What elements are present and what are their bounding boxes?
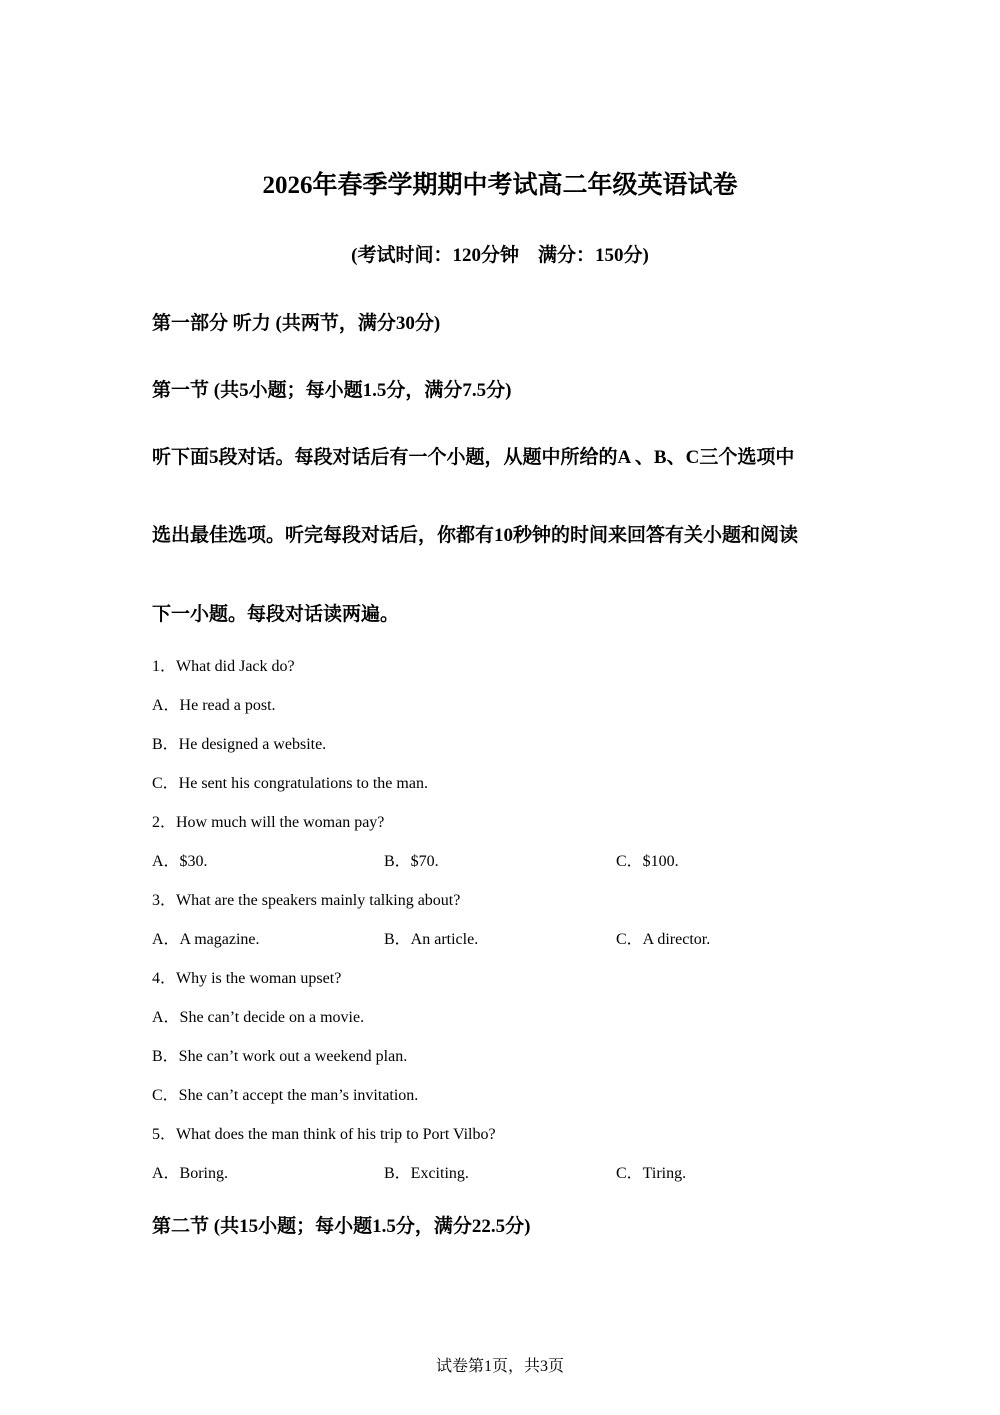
answer-option: B．He designed a website. (152, 736, 327, 753)
question-text: 2．How much will the woman pay? (152, 814, 385, 831)
answer-option: C．$100. (616, 853, 679, 870)
answer-option: A．She can’t decide on a movie. (152, 1009, 365, 1026)
answer-option: A．Boring. (152, 1165, 229, 1182)
answer-option: B．$70. (384, 853, 439, 870)
answer-option: B．She can’t work out a weekend plan. (152, 1048, 408, 1065)
question-text: 4．Why is the woman upset? (152, 970, 342, 987)
question-text: 5．What does the man think of his trip to Port Vilbo? (152, 1126, 496, 1143)
answer-options-row (152, 1163, 852, 1185)
answer-option: B．An article. (384, 931, 479, 948)
exam-subtitle: (考试时间：120分钟 满分：150分) (351, 245, 649, 266)
instruction-line: 下一小题。每段对话读两遍。 (152, 604, 400, 625)
question-text: 1．What did Jack do? (152, 658, 295, 675)
part-heading: 第一部分 听力 (共两节，满分30分) (152, 313, 441, 334)
answer-option: C．She can’t accept the man’s invitation. (152, 1087, 419, 1104)
answer-options-row (152, 851, 852, 873)
section-heading: 第一节 (共5小题；每小题1.5分，满分7.5分) (152, 380, 512, 401)
page-number: 试卷第1页，共3页 (435, 1358, 564, 1375)
answer-option: A．A magazine. (152, 931, 260, 948)
instruction-line: 听下面5段对话。每段对话后有一个小题，从题中所给的A 、B、C三个选项中 (152, 447, 795, 468)
section-heading: 第二节 (共15小题；每小题1.5分，满分22.5分) (152, 1216, 531, 1237)
question-text: 3．What are the speakers mainly talking about? (152, 892, 461, 909)
exam-title: 2026年春季学期期中考试高二年级英语试卷 (262, 172, 738, 199)
answer-option: C．He sent his congratulations to the man. (152, 775, 428, 792)
answer-options-row (152, 929, 852, 951)
answer-option: B．Exciting. (384, 1165, 469, 1182)
answer-option: C．A director. (616, 931, 711, 948)
answer-option: A．$30. (152, 853, 208, 870)
answer-option: A．He read a post. (152, 697, 276, 714)
instruction-line: 选出最佳选项。听完每段对话后，你都有10秒钟的时间来回答有关小题和阅读 (152, 525, 799, 546)
answer-option: C．Tiring. (616, 1165, 687, 1182)
